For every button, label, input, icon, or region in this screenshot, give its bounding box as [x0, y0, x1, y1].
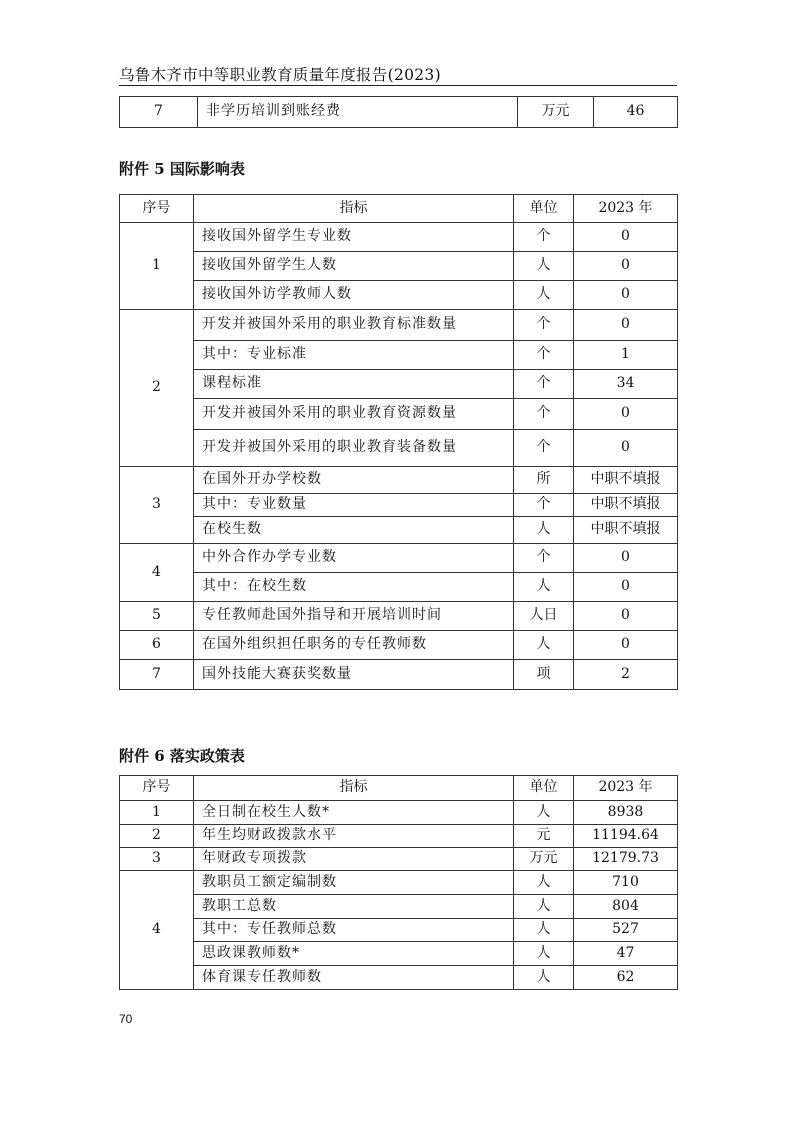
indicator-cell: 国外技能大赛获奖数量 — [194, 660, 514, 690]
table-row — [120, 252, 678, 281]
continued-table — [119, 96, 678, 128]
indicator-cell: 专任教师赴国外指导和开展培训时间 — [194, 602, 514, 631]
indicator-cell: 其中：专业标准 — [194, 341, 514, 370]
indicator-cell: 开发并被国外采用的职业教育资源数量 — [194, 399, 514, 430]
table-row — [120, 544, 678, 573]
table-row — [120, 825, 678, 848]
table-row — [120, 895, 678, 919]
value-cell: 1 — [574, 341, 678, 370]
table-row — [120, 660, 678, 690]
value-cell: 0 — [574, 544, 678, 573]
indicator-cell: 开发并被国外采用的职业教育标准数量 — [194, 310, 514, 341]
table-row — [120, 223, 678, 252]
value-cell: 0 — [574, 252, 678, 281]
table-row — [120, 517, 678, 544]
unit-cell: 万元 — [518, 97, 594, 128]
table-row — [120, 430, 678, 467]
unit-cell: 个 — [514, 341, 574, 370]
table-row — [120, 942, 678, 966]
value-cell: 11194.64 — [574, 825, 678, 848]
value-cell: 62 — [574, 966, 678, 990]
unit-cell: 个 — [514, 399, 574, 430]
unit-cell: 个 — [514, 544, 574, 573]
header-unit: 单位 — [514, 195, 574, 223]
header-year: 2023 年 — [574, 195, 678, 223]
seq-cell: 1 — [120, 223, 194, 310]
indicator-cell: 教职工总数 — [194, 895, 514, 919]
seq-cell: 5 — [120, 602, 194, 631]
indicator-cell: 中外合作办学专业数 — [194, 544, 514, 573]
unit-cell: 个 — [514, 370, 574, 399]
indicator-cell: 在国外组织担任职务的专任教师数 — [194, 631, 514, 660]
unit-cell: 人日 — [514, 602, 574, 631]
indicator-cell: 在国外开办学校数 — [194, 467, 514, 494]
seq-cell: 7 — [120, 97, 198, 128]
value-cell: 中职不填报 — [574, 517, 678, 544]
unit-cell: 人 — [514, 895, 574, 919]
value-cell: 2 — [574, 660, 678, 690]
unit-cell: 人 — [514, 281, 574, 310]
value-cell: 0 — [574, 223, 678, 252]
seq-cell: 6 — [120, 631, 194, 660]
seq-cell: 3 — [120, 467, 194, 544]
header-indicator: 指标 — [194, 195, 514, 223]
value-cell: 710 — [574, 871, 678, 895]
international-influence-table — [119, 194, 678, 690]
table-header-row — [120, 195, 678, 223]
unit-cell: 人 — [514, 252, 574, 281]
value-cell: 0 — [574, 430, 678, 467]
indicator-cell: 开发并被国外采用的职业教育装备数量 — [194, 430, 514, 467]
indicator-cell: 全日制在校生人数* — [194, 801, 514, 825]
table-row — [120, 631, 678, 660]
table-row — [120, 966, 678, 990]
indicator-cell: 教职员工额定编制数 — [194, 871, 514, 895]
unit-cell: 个 — [514, 494, 574, 517]
value-cell: 47 — [574, 942, 678, 966]
seq-cell: 1 — [120, 801, 194, 825]
header-year: 2023 年 — [574, 776, 678, 801]
unit-cell: 人 — [514, 517, 574, 544]
table-row — [120, 919, 678, 942]
value-cell: 0 — [574, 399, 678, 430]
unit-cell: 人 — [514, 631, 574, 660]
value-cell: 中职不填报 — [574, 494, 678, 517]
header-indicator: 指标 — [194, 776, 514, 801]
table-row — [120, 848, 678, 871]
value-cell: 0 — [574, 602, 678, 631]
table-row — [120, 467, 678, 494]
indicator-cell: 其中：专任教师总数 — [194, 919, 514, 942]
header-unit: 单位 — [514, 776, 574, 801]
indicator-cell: 接收国外留学生专业数 — [194, 223, 514, 252]
unit-cell: 人 — [514, 919, 574, 942]
indicator-cell: 年财政专项拨款 — [194, 848, 514, 871]
indicator-cell: 思政课教师数* — [194, 942, 514, 966]
indicator-cell: 接收国外留学生人数 — [194, 252, 514, 281]
unit-cell: 个 — [514, 430, 574, 467]
value-cell: 0 — [574, 281, 678, 310]
indicator-cell: 接收国外访学教师人数 — [194, 281, 514, 310]
indicator-cell: 在校生数 — [194, 517, 514, 544]
seq-cell: 7 — [120, 660, 194, 690]
section6-title: 附件 6 落实政策表 — [119, 747, 245, 765]
table-row — [120, 341, 678, 370]
table-row — [120, 801, 678, 825]
unit-cell: 项 — [514, 660, 574, 690]
unit-cell: 元 — [514, 825, 574, 848]
unit-cell: 人 — [514, 871, 574, 895]
value-cell: 12179.73 — [574, 848, 678, 871]
indicator-cell: 课程标准 — [194, 370, 514, 399]
unit-cell: 个 — [514, 310, 574, 341]
value-cell: 46 — [594, 97, 678, 128]
table-row — [120, 573, 678, 602]
table-header-row — [120, 776, 678, 801]
unit-cell: 人 — [514, 573, 574, 602]
indicator-cell: 体育课专任教师数 — [194, 966, 514, 990]
indicator-cell: 其中：专业数量 — [194, 494, 514, 517]
seq-cell: 4 — [120, 871, 194, 990]
seq-cell: 3 — [120, 848, 194, 871]
unit-cell: 人 — [514, 801, 574, 825]
header-seq: 序号 — [120, 776, 194, 801]
page-number: 70 — [119, 1012, 133, 1026]
table-row — [120, 281, 678, 310]
table-row — [120, 602, 678, 631]
table-row — [120, 370, 678, 399]
policy-implementation-table — [119, 775, 678, 990]
table-row — [120, 97, 678, 128]
header-seq: 序号 — [120, 195, 194, 223]
header-divider — [119, 85, 677, 86]
unit-cell: 个 — [514, 223, 574, 252]
value-cell: 中职不填报 — [574, 467, 678, 494]
value-cell: 527 — [574, 919, 678, 942]
indicator-cell: 年生均财政拨款水平 — [194, 825, 514, 848]
value-cell: 0 — [574, 310, 678, 341]
table-row — [120, 494, 678, 517]
indicator-cell: 其中：在校生数 — [194, 573, 514, 602]
value-cell: 804 — [574, 895, 678, 919]
table-row — [120, 399, 678, 430]
value-cell: 0 — [574, 573, 678, 602]
indicator-cell: 非学历培训到账经费 — [198, 97, 518, 128]
value-cell: 8938 — [574, 801, 678, 825]
seq-cell: 2 — [120, 310, 194, 467]
report-header-title: 乌鲁木齐市中等职业教育质量年度报告(2023) — [119, 66, 441, 84]
table-row — [120, 871, 678, 895]
seq-cell: 2 — [120, 825, 194, 848]
seq-cell: 4 — [120, 544, 194, 602]
value-cell: 34 — [574, 370, 678, 399]
unit-cell: 万元 — [514, 848, 574, 871]
unit-cell: 所 — [514, 467, 574, 494]
unit-cell: 人 — [514, 942, 574, 966]
unit-cell: 人 — [514, 966, 574, 990]
value-cell: 0 — [574, 631, 678, 660]
table-row — [120, 310, 678, 341]
section5-title: 附件 5 国际影响表 — [119, 160, 245, 178]
